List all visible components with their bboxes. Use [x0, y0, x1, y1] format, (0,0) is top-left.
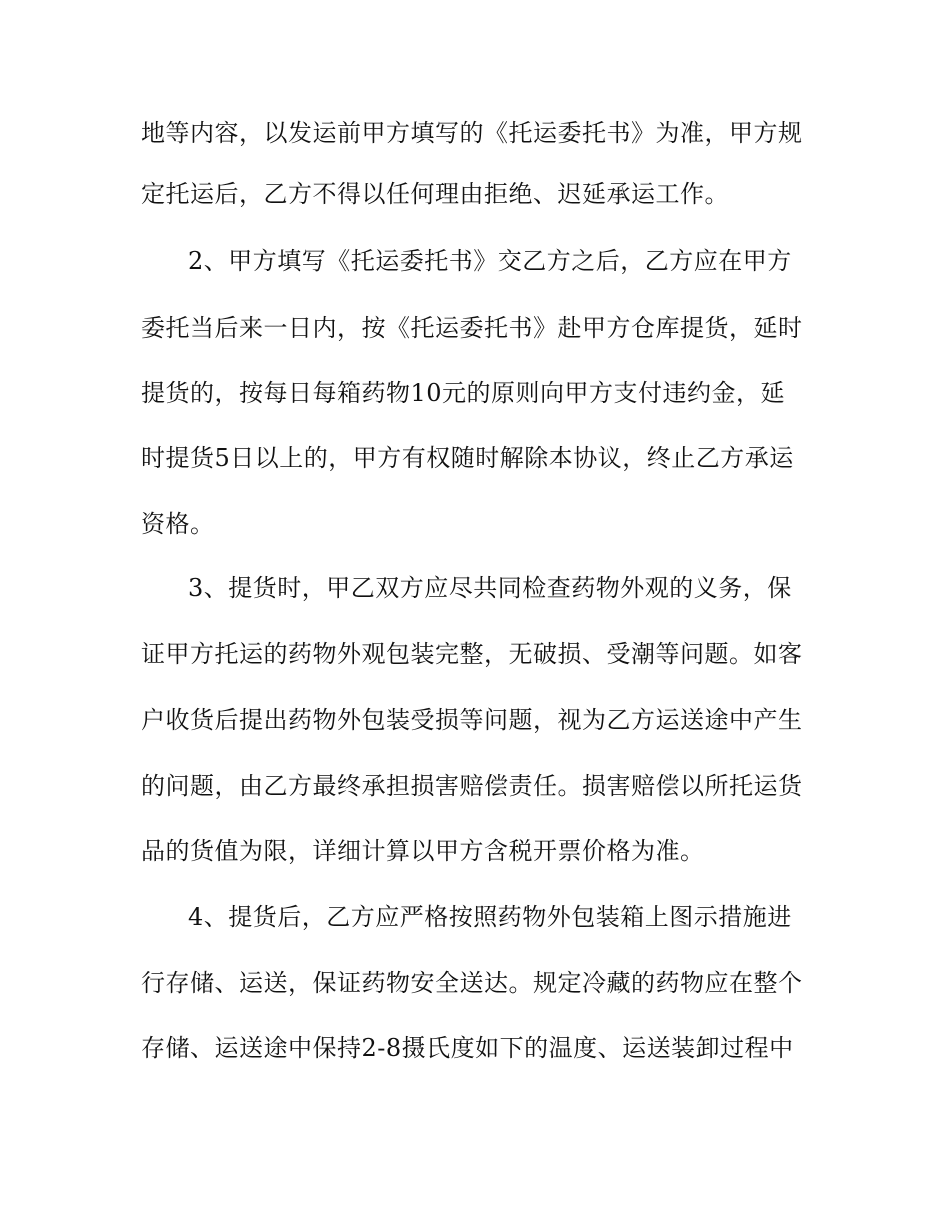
text-line: 品的货值为限，详细计算以甲方含税开票价格为准。 [141, 837, 705, 865]
text-line: 资格。 [141, 510, 215, 538]
paragraph-2-start: 2、甲方填写《托运委托书》交乙方之后，乙方应在甲方 [188, 247, 792, 275]
text-line: 存储、运送途中保持2-8摄氏度如下的温度、运送装卸过程中 [141, 1034, 794, 1062]
text-line: 提货的，按每日每箱药物10元的原则向甲方支付违约金，延 [141, 379, 786, 407]
text-line: 证甲方托运的药物外观包装完整，无破损、受潮等问题。如客 [141, 640, 803, 668]
text-line: 地等内容，以发运前甲方填写的《托运委托书》为准，甲方规 [141, 119, 803, 147]
text-line: 委托当后来一日内，按《托运委托书》赴甲方仓库提货，延时 [141, 314, 803, 342]
paragraph-3-start: 3、提货时，甲乙双方应尽共同检查药物外观的义务，保 [188, 574, 792, 602]
text-line: 时提货5日以上的，甲方有权随时解除本协议，终止乙方承运 [141, 444, 794, 472]
paragraph-4-start: 4、提货后，乙方应严格按照药物外包装箱上图示措施进 [188, 903, 792, 931]
text-line: 的问题，由乙方最终承担损害赔偿责任。损害赔偿以所托运货 [141, 772, 803, 800]
text-line: 定托运后，乙方不得以任何理由拒绝、迟延承运工作。 [141, 180, 729, 208]
text-line: 行存储、运送，保证药物安全送达。规定冷藏的药物应在整个 [141, 969, 803, 997]
text-line: 户收货后提出药物外包装受损等问题，视为乙方运送途中产生 [141, 706, 803, 734]
